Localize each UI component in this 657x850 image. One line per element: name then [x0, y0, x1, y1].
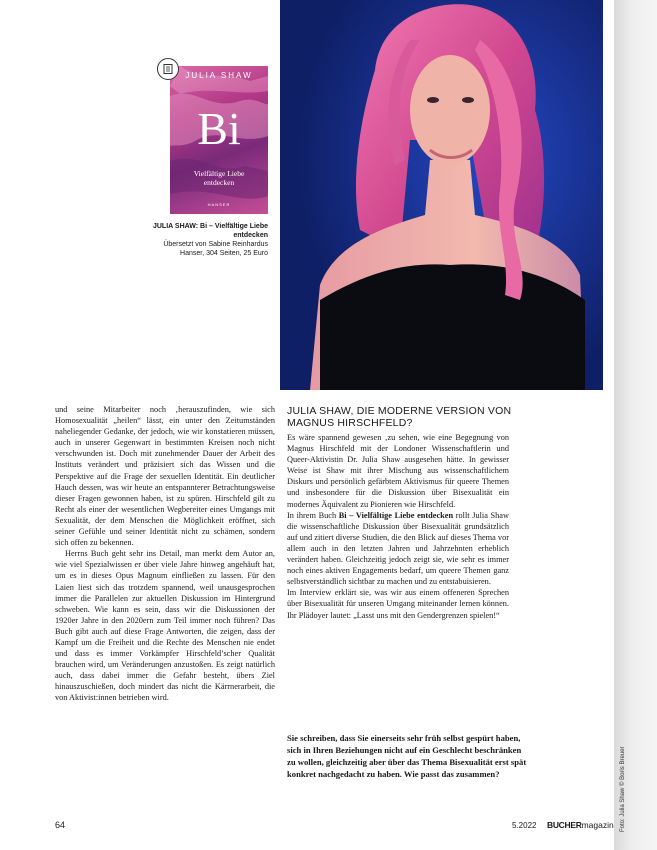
cover-publisher: HANSER [207, 202, 231, 207]
book-caption [140, 222, 268, 258]
cover-author: JULIA SHAW [185, 71, 253, 80]
issue-date: 5.2022 [512, 821, 537, 830]
portrait-illustration [280, 0, 603, 390]
book-cover [170, 66, 268, 214]
magazine-logo-light: magazin [581, 820, 614, 830]
left-paragraph-1: und seine Mitarbeiter noch ‚herauszufinden, wie sich Homosexualität „heilen“ lässt, ein unter den Zeitumständen naheliegender Gedanke, der jedoch, wie wir konstatieren müssen, auch in unserer Gegenwart in bestimmten Kreisen noch nicht verschwunden ist. Doch mit zunehmender Dauer der Arbeit des Instituts verändert und präzisiert sich das Wissen und die Perspektive auf die Frage der sexuellen Identität. Ein deutlicher Hauch dessen, was wir heute an entspannterer Betrachtungsweise dieser Fragen gewonnen haben, ist zu spüren. Hirschfeld gilt zu Recht als einer der wesentlichen Wegbereiter eines Umgangs mit Sexualität, der dem Menschen die Möglichkeit eröffnet, sich seiner Gefühle und seiner Identität nicht zu schämen, sondern sich offen zu bekennen. [55, 405, 275, 548]
photo-credit-text: Foto: Julia Shaw © Boris Breuer [620, 746, 626, 832]
p2-prefix: In ihrem Buch [287, 510, 339, 520]
left-paragraph-2: Herrns Buch geht sehr ins Detail, man merkt dem Autor an, wie viel Spezialwissen er über viele Jahre hinweg angehäuft hat, um es in dieses Opus Magnum einfließen zu lassen. Für den Laien liest sich das trotzdem spannend, weil unausgesprochen immer die Parallelen zur aktuellen Diskussion im Hintergrund schweben. Wie kann es sein, dass wir die Diskussionen der 1920er Jahre in den 2020ern zum Teil immer noch führen? Das Buch gibt auch auf diese Frage Antworten, die zeigen, dass der Kampf um die Freiheit und die Rechte des Menschen nie endet und dass es immer Vorkämpfer Hirschfeld’scher Qualität brauchen wird, um Veränderungen anzustoßen. Es zeigt natürlich auch, dass dabei immer die Gefahr besteht, übers Ziel hinauszuschießen, doch mindert das nicht die Kärrnerarbeit, die von Aktivist:innen betrieben wird. [55, 549, 275, 703]
caption-translator: Übersetzt von Sabine Reinhardus [163, 241, 268, 248]
p2-rest: rollt Julia Shaw die wissenschaftliche Diskussion über Bisexualität grundsätzlich auf und zitiert diverse Studien, die den Blick auf dieses Thema vor allem auch in den letzten Jahren und Jahrzehnten erheblich verändert haben. Gleichzeitig jedoch zeigt sie, wie sehr es immer noch eines aktiven Engagements bedarf, um queere Themen ganz selbstverständlich sichtbar zu machen und zu entstabuisieren. [287, 510, 509, 587]
section-heading: JULIA SHAW, DIE MODERNE VERSION VON MAGNUS HIRSCHFELD? [287, 405, 512, 429]
cover-title: Bi [197, 103, 241, 154]
photo-credit [620, 722, 630, 832]
magazine-logo-bold: BUCHER [547, 820, 582, 830]
author-portrait-photo [280, 0, 603, 390]
interview-question: Sie schreiben, dass Sie einerseits sehr früh selbst gespürt haben, sich in Ihren Beziehungen nicht auf ein Geschlecht beschränken zu wollen, gleichzeitig aber über das Thema Bisexualität erst spät konkret nachgedacht zu haben. Wie passt das zusammen? [287, 733, 527, 779]
book-title-inline: Bi – Vielfältige Liebe entdecken [338, 510, 454, 520]
page-number: 64 [55, 820, 66, 830]
cover-subtitle: Vielfältige Liebe entdecken [193, 169, 245, 187]
book-glyph [162, 63, 174, 75]
right-text-column [287, 432, 509, 621]
left-text-column [55, 404, 275, 704]
magazine-logo [547, 820, 614, 830]
caption-title: JULIA SHAW: Bi – Vielfältige Liebe entdecken [152, 223, 268, 239]
right-paragraph-2 [287, 510, 509, 588]
caption-details: Hanser, 304 Seiten, 25 Euro [180, 250, 268, 257]
right-paragraph-3: Im Interview erklärt sie, was wir aus einem offeneren Sprechen über Bisexualität für unseren Umgang miteinander lernen können. Ihr Plädoyer lautet: „Lasst uns mit den Gendergrenzen spielen!“ [287, 588, 509, 620]
book-icon [157, 58, 179, 80]
right-paragraph-1: Es wäre spannend gewesen ‚zu sehen, wie eine Begegnung von Magnus Hirschfeld mit der Londoner Wissenschaftlerin und Queer-Aktivistin Dr. Julia Shaw ausgesehen hätte. In gewisser Weise ist Shaw mit ihrer Mischung aus wissenschaftlichem Diskurs und persönlich gefärbtem Aktivismus für queere Themen und insbesondere für die Diskussion über Bisexualität ein modernes Äquivalent zu Pionieren wie Hirschfeld. [287, 433, 509, 509]
